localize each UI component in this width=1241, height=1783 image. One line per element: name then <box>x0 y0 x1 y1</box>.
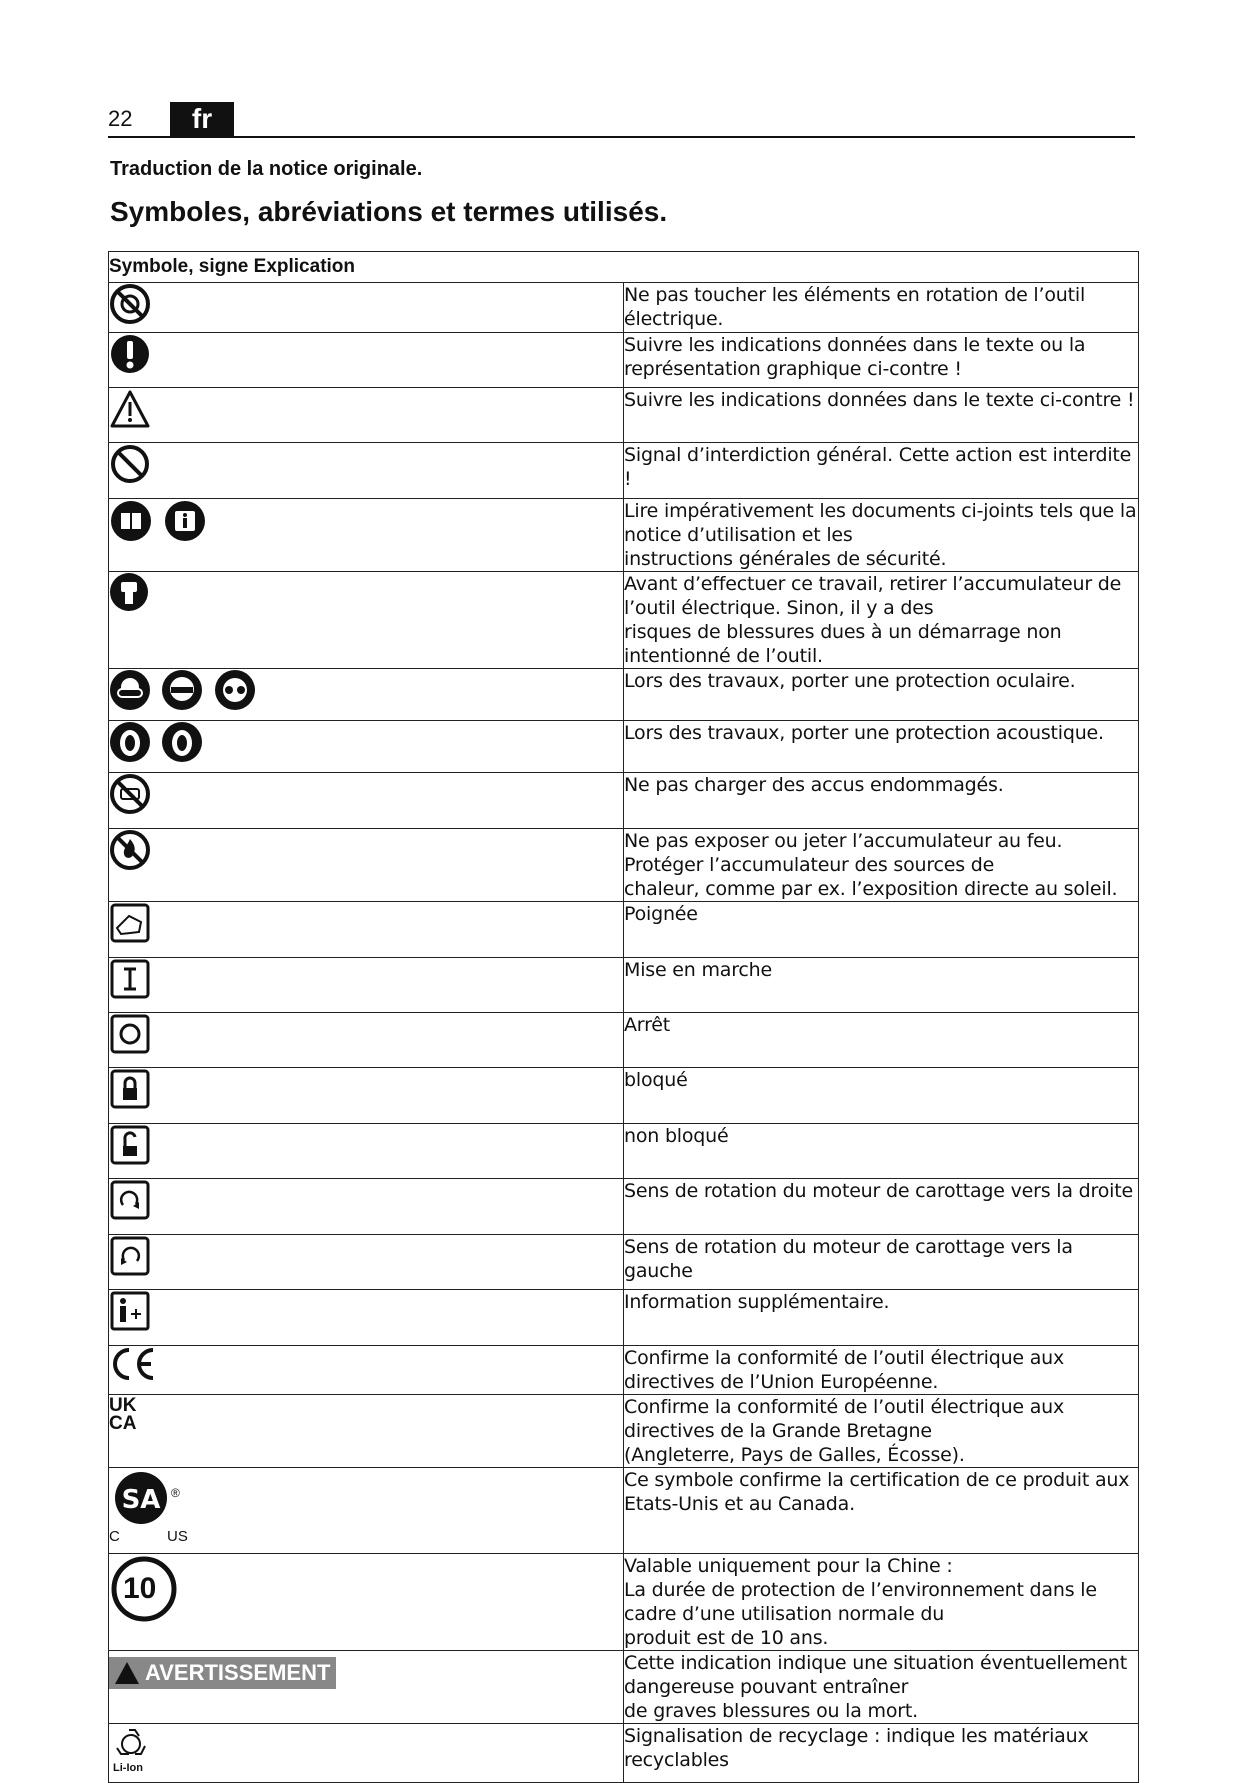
explanation-text: Ce symbole confirme la certification de ce produit aux Etats-Unis et au Canada. <box>624 1469 1130 1515</box>
earmuffs-icon <box>161 721 203 763</box>
table-row <box>109 1068 1139 1124</box>
table-row <box>109 1651 1139 1724</box>
explanation-text: Arrêt <box>624 1014 671 1036</box>
rotate-right-icon <box>109 1179 151 1221</box>
table-row <box>109 1235 1139 1290</box>
table-row <box>109 1724 1139 1783</box>
csa-us: US <box>167 1528 188 1545</box>
csa-c: C <box>109 1528 120 1545</box>
ukca-mark-icon <box>109 1397 136 1433</box>
power-off-icon <box>109 1013 151 1055</box>
explanation-text: Information supplémentaire. <box>624 1291 890 1313</box>
explanation-text: chaleur, comme par ex. l’exposition directe au soleil. <box>624 878 1118 900</box>
explanation-text: Suivre les indications données dans le texte ou la représentation graphique ci-contre ! <box>624 334 1086 380</box>
table-row <box>109 572 1139 669</box>
explanation-text: Suivre les indications données dans le texte ci-contre ! <box>624 389 1135 411</box>
warning-triangle-icon <box>109 388 151 430</box>
column-header: Symbole, signe Explication <box>109 252 1139 283</box>
explanation-text: Mise en marche <box>624 959 772 981</box>
symbols-table <box>108 251 1139 1783</box>
ear-protection-icon <box>109 721 151 763</box>
warning-badge <box>109 1657 336 1689</box>
subtitle: Traduction de la notice originale. <box>110 158 423 180</box>
explanation-text: (Angleterre, Pays de Galles, Écosse). <box>624 1444 965 1466</box>
explanation-text: produit est de 10 ans. <box>624 1627 829 1649</box>
explanation-text: Avant d’effectuer ce travail, retirer l’accumulateur de l’outil électrique. Sinon, il y a des <box>624 573 1122 619</box>
explanation-text: instructions générales de sécurité. <box>624 548 947 570</box>
explanation-text: Ne pas charger des accus endommagés. <box>624 774 1004 796</box>
explanation-text: non bloqué <box>624 1125 729 1147</box>
table-row <box>109 333 1139 388</box>
table-row <box>109 721 1139 773</box>
table-row <box>109 1290 1139 1346</box>
explanation-text: Poignée <box>624 903 698 925</box>
table-row <box>109 1468 1139 1554</box>
explanation-text: bloqué <box>624 1069 688 1091</box>
explanation-text: Signalisation de recyclage : indique les matériaux recyclables <box>624 1725 1089 1771</box>
explanation-text: Lors des travaux, porter une protection oculaire. <box>624 670 1076 692</box>
header-rule <box>108 136 1135 138</box>
face-shield-icon <box>161 669 203 711</box>
csa-mark-icon <box>109 1468 199 1544</box>
language-tab: fr <box>170 102 234 136</box>
table-row <box>109 388 1139 443</box>
explanation-text: Cette indication indique une situation éventuellement dangereuse pouvant entraîner <box>624 1652 1128 1698</box>
no-touch-rotating-icon <box>109 283 151 325</box>
table-row <box>109 1179 1139 1235</box>
unlocked-icon <box>109 1124 151 1166</box>
explanation-text: Ne pas exposer ou jeter l’accumulateur au feu. Protéger l’accumulateur des sources de <box>624 830 1063 876</box>
table-row <box>109 1346 1139 1395</box>
table-row <box>109 1395 1139 1468</box>
ukca-bottom-text: CA <box>109 1413 137 1434</box>
warning-badge-label: AVERTISSEMENT <box>145 1660 331 1685</box>
china-10-years-icon <box>109 1554 179 1624</box>
table-row <box>109 958 1139 1013</box>
ce-mark-icon <box>109 1346 157 1382</box>
table-header-row <box>109 252 1139 283</box>
page-title: Symboles, abréviations et termes utilisés. <box>110 196 668 227</box>
explanation-text: Confirme la conformité de l’outil électrique aux directives de l’Union Européenne. <box>624 1347 1065 1393</box>
csa-registered: ® <box>171 1486 180 1500</box>
warning-triangle-icon <box>115 1662 139 1684</box>
explanation-text: Sens de rotation du moteur de carottage vers la gauche <box>624 1236 1073 1282</box>
explanation-text: Confirme la conformité de l’outil électrique aux directives de la Grande Bretagne <box>624 1396 1065 1442</box>
locked-icon <box>109 1068 151 1110</box>
handle-icon <box>109 902 151 944</box>
page-number: 22 <box>108 106 133 131</box>
table-row <box>109 773 1139 829</box>
ukca-top-text: UK <box>109 1395 137 1416</box>
svg-text:SA: SA <box>121 1485 161 1515</box>
table-row <box>109 1124 1139 1179</box>
rotate-left-icon <box>109 1235 151 1277</box>
safety-glasses-icon <box>214 669 256 711</box>
table-row <box>109 1554 1139 1651</box>
table-row <box>109 1013 1139 1068</box>
explanation-text: Lors des travaux, porter une protection acoustique. <box>624 722 1104 744</box>
table-row <box>109 829 1139 902</box>
prohibition-icon <box>109 443 151 485</box>
china-years-text: 10 <box>123 1572 157 1605</box>
explanation-text: Sens de rotation du moteur de carottage vers la droite <box>624 1180 1133 1202</box>
goggles-icon <box>109 669 151 711</box>
explanation-text: Lire impérativement les documents ci-joints tels que la notice d’utilisation et les <box>624 500 1137 546</box>
explanation-text: Signal d’interdiction général. Cette action est interdite ! <box>624 444 1132 490</box>
table-row <box>109 669 1139 721</box>
explanation-text: Ne pas toucher les éléments en rotation de l’outil électrique. <box>624 284 1086 330</box>
liion-text: Li-Ion <box>113 1762 143 1774</box>
info-manual-icon <box>163 499 207 543</box>
no-charge-damaged-battery-icon <box>109 773 151 815</box>
exclamation-icon <box>109 333 151 375</box>
no-fire-battery-icon <box>109 829 151 871</box>
explanation-text: La durée de protection de l’environnement dans le cadre d’une utilisation normale du <box>624 1579 1097 1625</box>
info-plus-icon <box>109 1290 151 1332</box>
explanation-text: risques de blessures dues à un démarrage non intentionné de l’outil. <box>624 621 1062 667</box>
table-row <box>109 283 1139 333</box>
read-manual-icon <box>109 499 153 543</box>
table-row <box>109 499 1139 572</box>
table-row <box>109 902 1139 958</box>
power-on-icon <box>109 958 151 1000</box>
remove-battery-icon <box>109 572 149 612</box>
recycling-icon <box>109 1724 159 1778</box>
table-row <box>109 443 1139 499</box>
explanation-text: de graves blessures ou la mort. <box>624 1700 918 1722</box>
explanation-text: Valable uniquement pour la Chine : <box>624 1555 953 1577</box>
